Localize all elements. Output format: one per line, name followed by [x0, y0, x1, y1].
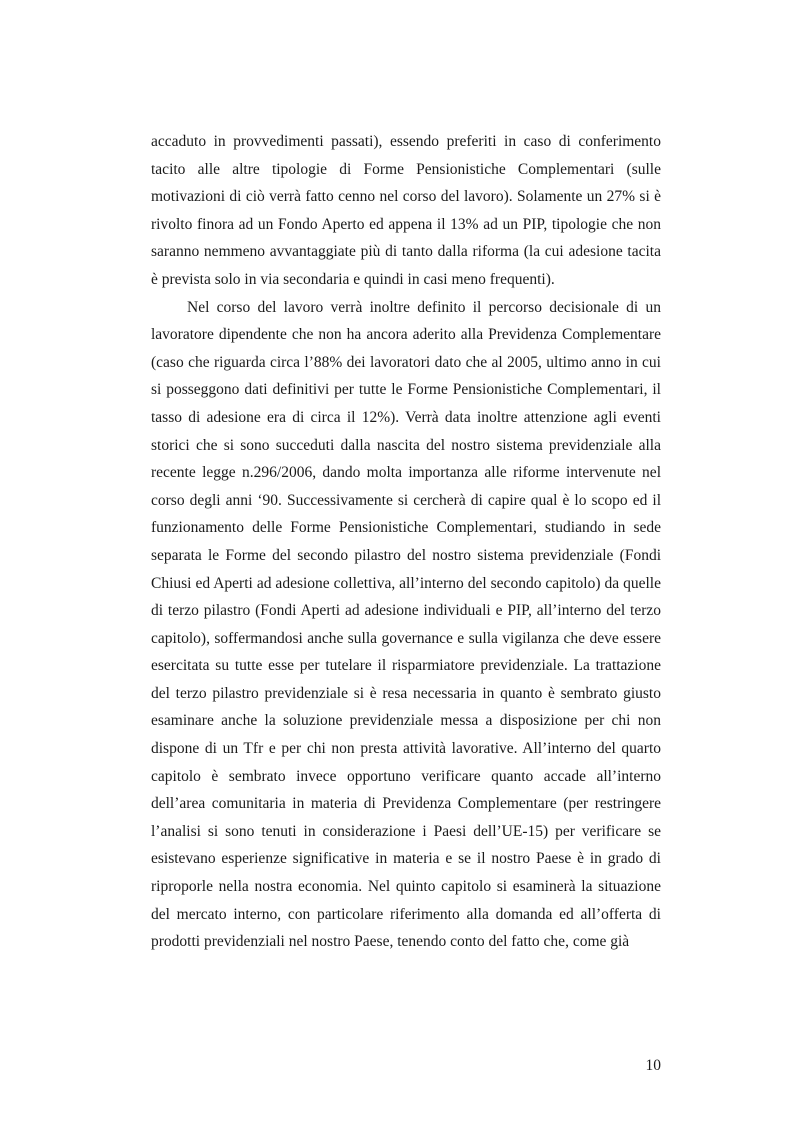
paragraph-2: Nel corso del lavoro verrà inoltre definito il percorso decisionale di un lavoratore dipendente che non ha ancora aderito alla Previdenza Complementare (caso che riguarda circa l’88% dei lavoratori dato che al 2005, ultimo anno in cui si posseggono dati definitivi per tutte le Forme Pensionistiche Complementari, il tasso di adesione era di circa il 12%). Verrà data inoltre attenzione agli eventi storici che si sono succeduti dalla nascita del nostro sistema previdenziale alla recente legge n.296/2006, dando molta importanza alle riforme intervenute nel corso degli anni ‘90. Successivamente si cercherà di capire qual è lo scopo ed il funzionamento delle Forme Pensionistiche Complementari, studiando in sede separata le Forme del secondo pilastro del nostro sistema previdenziale (Fondi Chiusi ed Aperti ad adesione collettiva, all’interno del secondo capitolo) da quelle di terzo pilastro (Fondi Aperti ad adesione individuali e PIP, all’interno del terzo capitolo), soffermandosi anche sulla governance e sulla vigilanza che deve essere esercitata su tutte esse per tutelare il risparmiatore previdenziale. La trattazione del terzo pilastro previdenziale si è resa necessaria in quanto è sembrato giusto esaminare anche la soluzione previdenziale messa a disposizione per chi non dispone di un Tfr e per chi non presta attività lavorative. All’interno del quarto capitolo è sembrato invece opportuno verificare quanto accade all’interno dell’area comunitaria in materia di Previdenza Complementare (per restringere l’analisi si sono tenuti in considerazione i Paesi dell’UE-15) per verificare se esistevano esperienze significative in materia e se il nostro Paese è in grado di riproporle nella nostra economia. Nel quinto capitolo si esaminerà la situazione del mercato interno, con particolare riferimento alla domanda ed all’offerta di prodotti previdenziali nel nostro Paese, tenendo conto del fatto che, come già: [151, 298, 661, 951]
page-number: 10: [645, 1057, 661, 1074]
page-body: [151, 128, 661, 956]
paragraph-1: accaduto in provvedimenti passati), essendo preferiti in caso di conferimento tacito alle altre tipologie di Forme Pensionistiche Complementari (sulle motivazioni di ciò verrà fatto cenno nel corso del lavoro). Solamente un 27% si è rivolto finora ad un Fondo Aperto ed appena il 13% ad un PIP, tipologie che non saranno nemmeno avvantaggiate più di tanto dalla riforma (la cui adesione tacita è prevista solo in via secondaria e quindi in casi meno frequenti).: [151, 133, 661, 288]
